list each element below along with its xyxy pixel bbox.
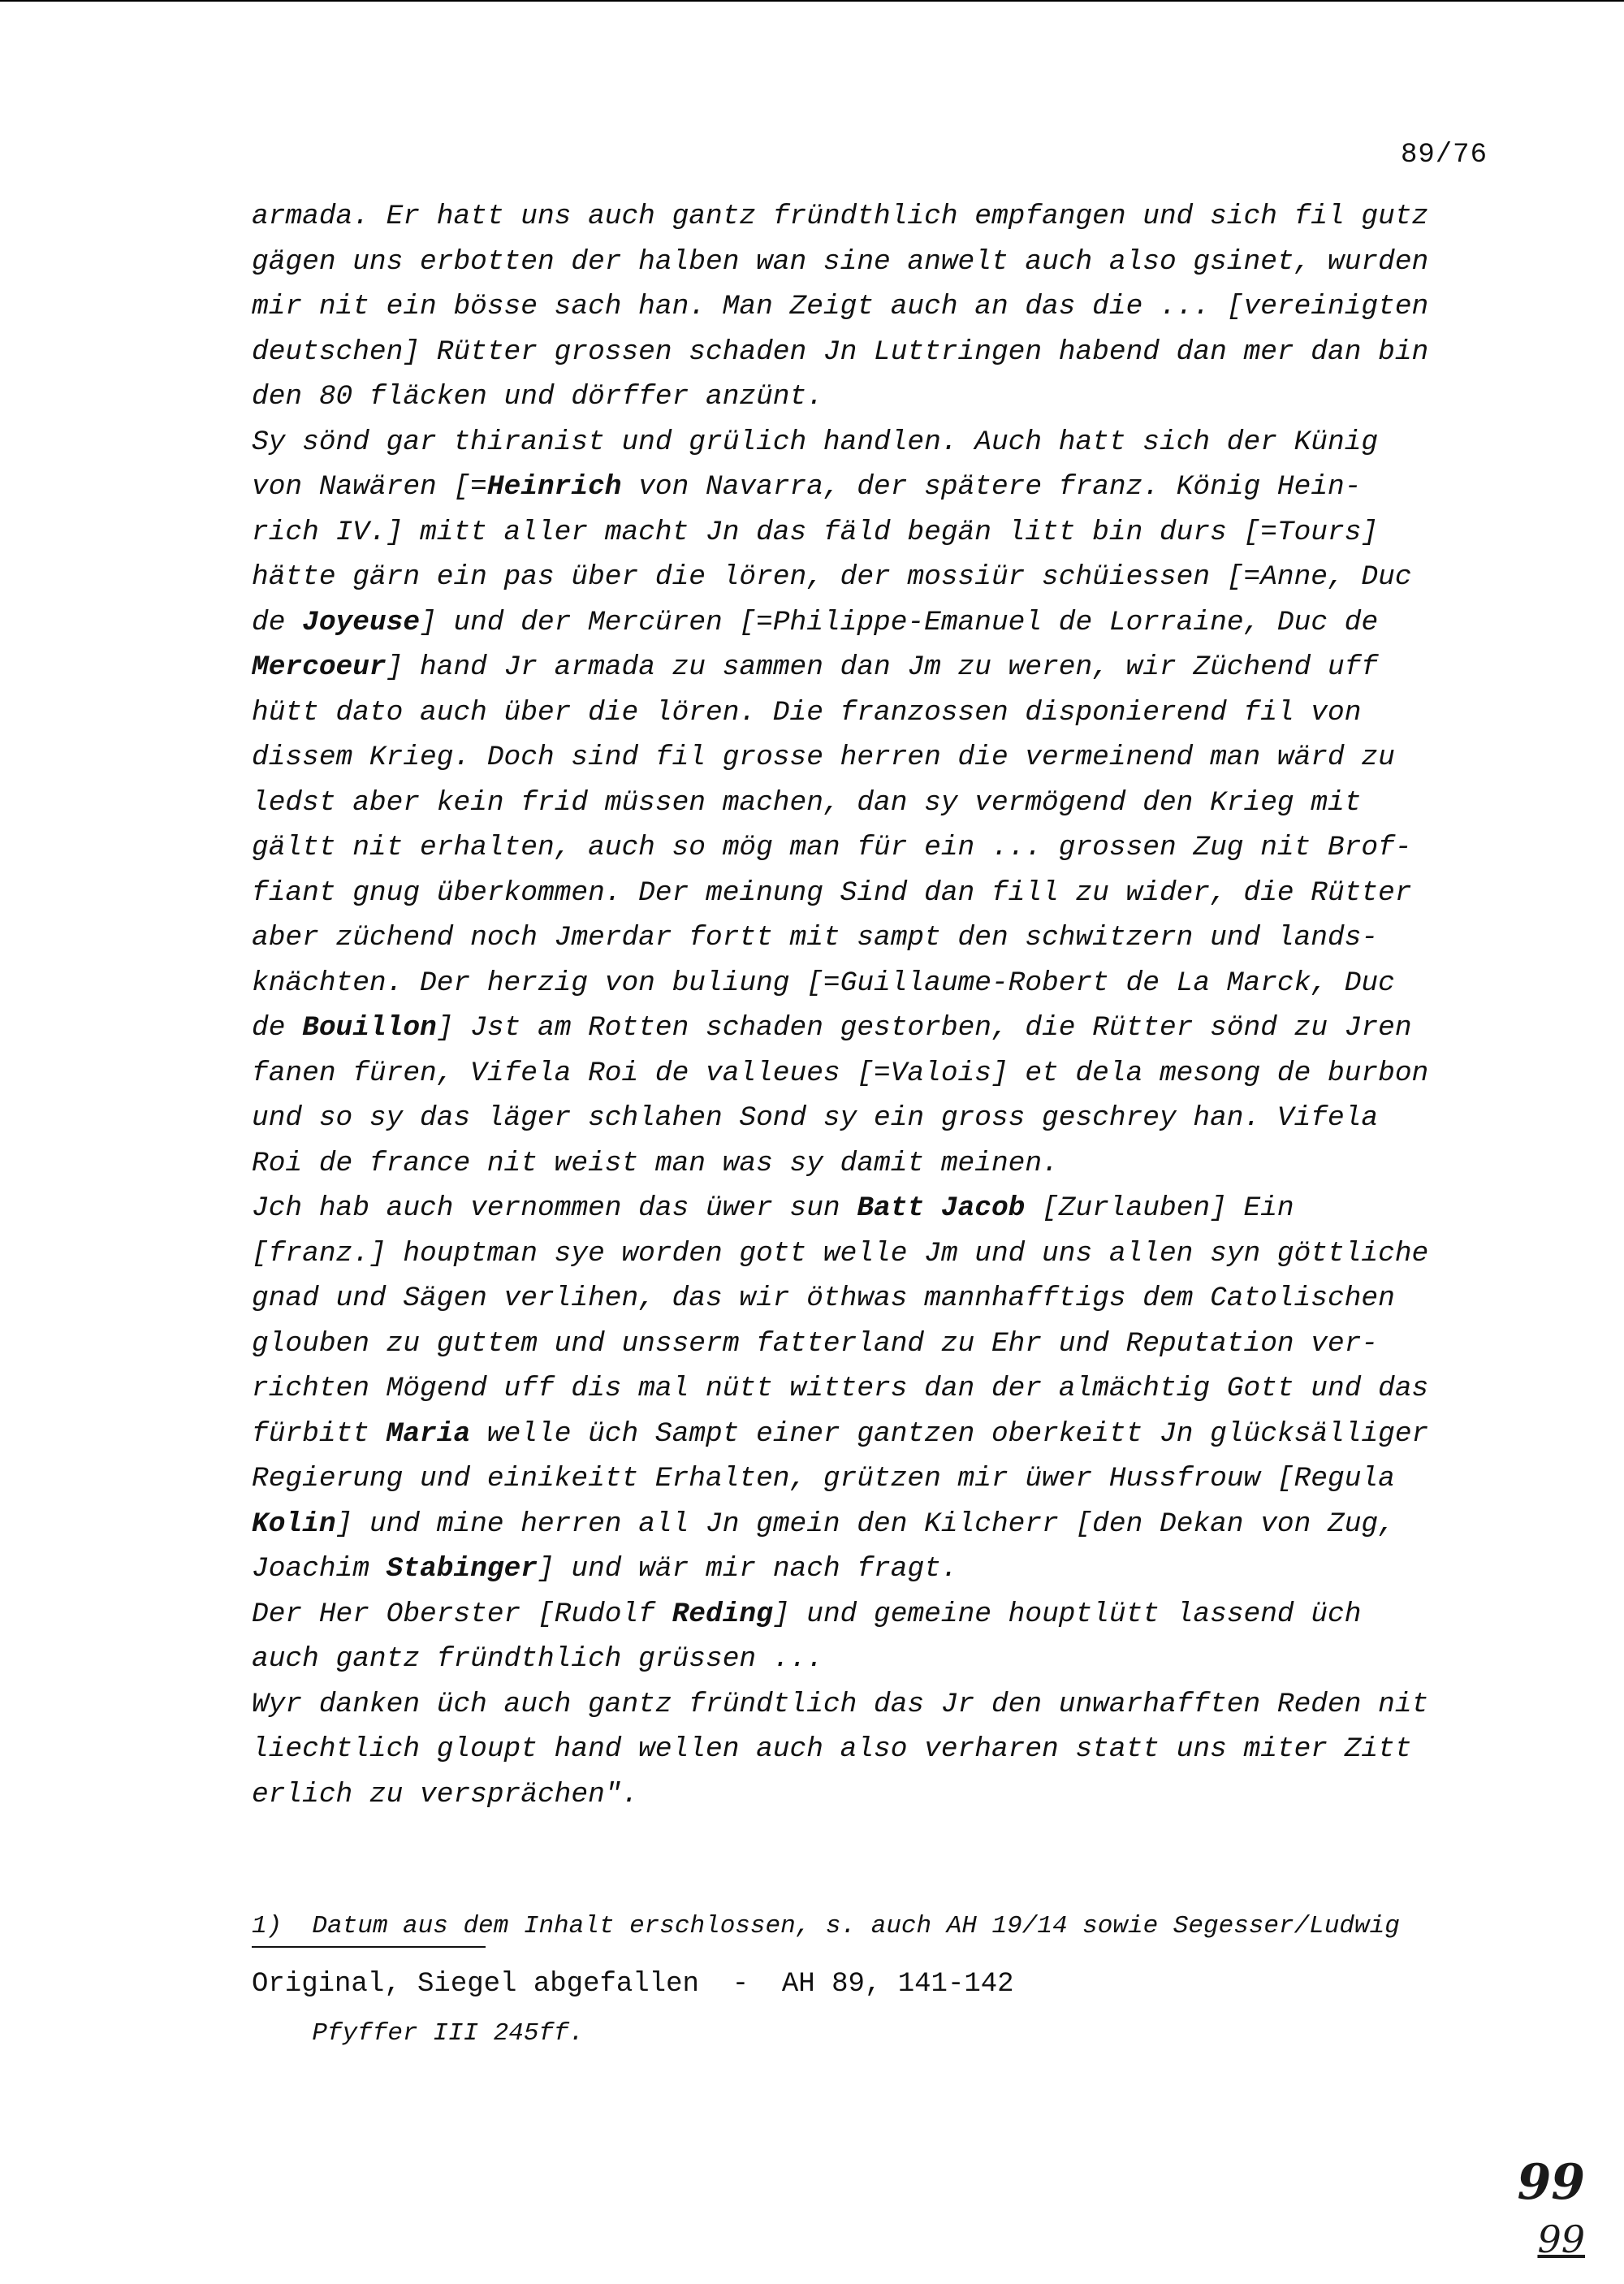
body-line — [252, 600, 1502, 646]
emphasized-name: Mercoeur — [252, 651, 387, 683]
footnote — [252, 1837, 1502, 2087]
body-text-segment: armada. Er hatt uns auch gantz fründthlich empfangen und sich fil gutz — [252, 201, 1429, 232]
body-line — [252, 1006, 1502, 1051]
body-line — [252, 1637, 1502, 1682]
body-line — [252, 1727, 1502, 1772]
body-line — [252, 690, 1502, 736]
body-line — [252, 1366, 1502, 1412]
body-text-segment: Regierung und einikeitt Erhalten, grützen mir üwer Hussfrouw [Regula — [252, 1463, 1395, 1495]
body-line — [252, 374, 1502, 420]
body-line — [252, 1412, 1502, 1457]
body-text-segment: Sy sönd gar thiranist und grülich handlen. Auch hatt sich der Künig — [252, 426, 1379, 458]
body-line — [252, 645, 1502, 690]
body-text-segment: liechtlich gloupt hand wellen auch also verharen statt uns miter Zitt — [252, 1733, 1412, 1765]
body-text-segment: auch gantz fründthlich grüssen ... — [252, 1643, 823, 1675]
body-line — [252, 330, 1502, 375]
body-line — [252, 1592, 1502, 1637]
body-text-segment: deutschen] Rütter grossen schaden Jn Luttringen habend dan mer dan bin — [252, 335, 1429, 368]
handwritten-page-mark-secondary: 99 — [1537, 2217, 1585, 2261]
body-text-segment: Roi de france nit weist man was sy damit meinen. — [252, 1147, 1059, 1179]
emphasized-name: Maria — [386, 1417, 471, 1450]
body-text-segment: rich IV.] mitt aller macht Jn das fäld begän litt bin durs [=Tours] — [252, 516, 1379, 548]
body-text-segment: Der Her Oberster [Rudolf — [252, 1598, 672, 1630]
emphasized-name: Heinrich — [486, 471, 622, 503]
body-line — [252, 465, 1502, 510]
emphasized-name: Reding — [672, 1598, 773, 1630]
body-line — [252, 1096, 1502, 1141]
body-text-segment: und so sy das läger schlahen Sond sy ein gross geschrey han. Vifela — [252, 1102, 1379, 1134]
body-text-segment: fürbitt — [252, 1417, 387, 1450]
body-text-segment: ] hand Jr armada zu sammen dan Jm zu weren, wir Züchend uff — [386, 651, 1379, 683]
body-line — [252, 735, 1502, 781]
body-line — [252, 781, 1502, 826]
body-text-segment: ] und wär mir nach fragt. — [537, 1553, 958, 1585]
body-text-segment: [franz.] houptman sye worden gott welle Jm und uns allen syn göttliche — [252, 1237, 1429, 1270]
emphasized-name: Kolin — [252, 1508, 336, 1540]
emphasized-name: Bouillon — [302, 1012, 437, 1044]
body-line — [252, 961, 1502, 1006]
emphasized-name: Stabinger — [386, 1553, 538, 1585]
body-line — [252, 1322, 1502, 1367]
body-text-segment: den 80 fläcken und dörffer anzünt. — [252, 381, 823, 413]
body-text-segment: von Nawären [= — [252, 471, 487, 503]
body-text-segment: ledst aber kein frid müssen machen, dan sy vermögend den Krieg mit — [252, 786, 1362, 819]
body-line — [252, 871, 1502, 916]
body-text-segment: [Zurlauben] Ein — [1025, 1192, 1294, 1224]
body-line — [252, 284, 1502, 330]
body-text-segment: de — [252, 1012, 303, 1044]
body-text-segment: Jch hab auch vernommen das üwer sun — [252, 1192, 857, 1224]
body-line — [252, 1051, 1502, 1097]
body-line — [252, 1456, 1502, 1502]
body-line — [252, 1231, 1502, 1277]
body-line — [252, 1141, 1502, 1187]
body-text-segment: ] Jst am Rotten schaden gestorben, die Rütter sönd zu Jren — [436, 1012, 1412, 1044]
body-text-segment: de — [252, 606, 303, 638]
body-line — [252, 1186, 1502, 1231]
body-text-segment: ] und gemeine houptlütt lassend üch — [772, 1598, 1362, 1630]
body-line — [252, 1772, 1502, 1818]
body-line — [252, 555, 1502, 600]
source-note: Original, Siegel abgefallen - AH 89, 141-142 — [252, 1969, 1014, 2000]
body-text-segment: Wyr danken üch auch gantz fründtlich das Jr den unwarhafften Reden nit — [252, 1688, 1429, 1720]
body-text-segment: hätte gärn ein pas über die lören, der mossiür schüiessen [=Anne, Duc — [252, 561, 1412, 593]
body-line — [252, 1502, 1502, 1547]
body-text-segment: ] und der Mercüren [=Philippe-Emanuel de Lorraine, Duc de — [420, 606, 1379, 638]
handwritten-page-mark: 99 — [1517, 2154, 1585, 2211]
body-text-segment: richten Mögend uff dis mal nütt witters dan der almächtig Gott und das — [252, 1373, 1429, 1404]
body-line — [252, 194, 1502, 240]
body-text-segment: fanen füren, Vifela Roi de valleues [=Valois] et dela mesong de burbon — [252, 1057, 1429, 1089]
body-text-segment: knächten. Der herzig von buliung [=Guillaume-Robert de La Marck, Duc — [252, 967, 1395, 999]
body-line — [252, 240, 1502, 285]
body-text-segment: Joachim — [252, 1553, 387, 1585]
body-text-segment: dissem Krieg. Doch sind fil grosse herren die vermeinend man wärd zu — [252, 742, 1395, 773]
body-line — [252, 915, 1502, 961]
body-line — [252, 1546, 1502, 1592]
emphasized-name: Joyeuse — [302, 606, 421, 638]
body-text-segment: welle üch Sampt einer gantzen oberkeitt Jn glücksälliger — [470, 1417, 1429, 1450]
body-text-segment: gägen uns erbotten der halben wan sine anwelt auch also gsinet, wurden — [252, 245, 1429, 278]
body-line — [252, 825, 1502, 871]
body-text-segment: mir nit ein bösse sach han. Man Zeigt auch an das die ... [vereinigten — [252, 291, 1429, 322]
source-divider-rule — [252, 1946, 486, 1948]
body-text-segment: fiant gnug überkommen. Der meinung Sind dan fill zu wider, die Rütter — [252, 876, 1412, 909]
footnote-line-1: 1) Datum aus dem Inhalt erschlossen, s. auch AH 19/14 sowie Segesser/Ludwig — [252, 1912, 1400, 1940]
top-border-rule — [0, 0, 1624, 2]
body-text-segment: ] und mine herren all Jn gmein den Kilcherr [den Dekan von Zug, — [335, 1508, 1395, 1540]
body-text-segment: von Navarra, der spätere franz. König Hein- — [621, 471, 1362, 503]
body-text-segment: gältt nit erhalten, auch so mög man für ein ... grossen Zug nit Brof- — [252, 832, 1412, 863]
body-text-segment: hütt dato auch über die lören. Die franzossen disponierend fil von — [252, 696, 1362, 729]
footnote-line-2: Pfyffer III 245ff. — [252, 2019, 585, 2048]
body-text-segment: erlich zu versprächen". — [252, 1778, 639, 1810]
body-text-segment: glouben zu guttem und unsserm fatterland zu Ehr und Reputation ver- — [252, 1327, 1379, 1360]
body-line — [252, 1682, 1502, 1728]
letter-body-text — [252, 194, 1502, 1817]
body-line — [252, 510, 1502, 556]
body-line — [252, 1276, 1502, 1322]
body-text-segment: gnad und Sägen verlihen, das wir öthwas mannhafftigs dem Catolischen — [252, 1283, 1395, 1314]
emphasized-name: Batt Jacob — [857, 1192, 1026, 1224]
body-line — [252, 420, 1502, 465]
page-number: 89/76 — [1400, 140, 1488, 171]
body-text-segment: aber züchend noch Jmerdar fortt mit sampt den schwitzern und lands- — [252, 922, 1379, 954]
